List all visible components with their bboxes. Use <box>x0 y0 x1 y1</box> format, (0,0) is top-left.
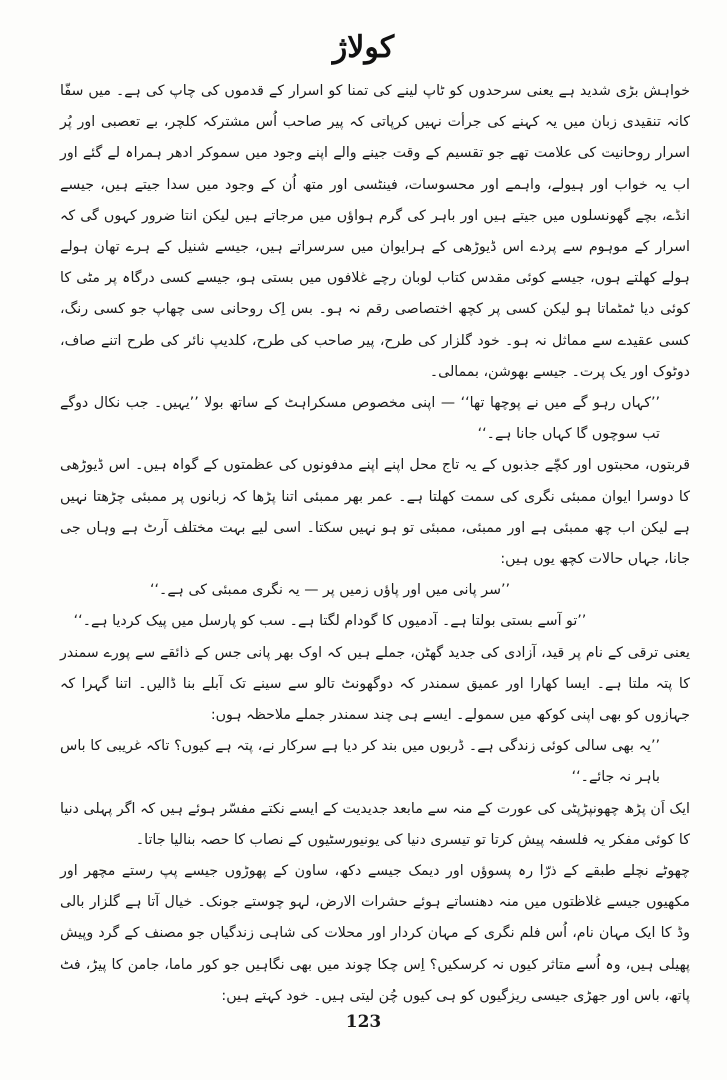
paragraph: ایک اَن پڑھ چھونپڑپٹی کی عورت کے منہ سے مابعد جدیدیت کے ایسے نکتے مفسّر ہوئے ہیں کہ اگر پہلی دنیا کا کوئی مفکر یہ فلسفہ پیش کرتا تو تیسری دنیا کی یونیورسٹیوں کے نصاب کا حصہ بنالیا جاتا۔ <box>60 800 690 848</box>
quote-line: ’’سر پانی میں اور پاؤں زمیں پر — یہ نگری ممبئی کی ہے۔‘‘ <box>150 582 510 599</box>
body-text <box>60 76 690 1012</box>
page-number: 123 <box>345 1012 382 1032</box>
quote-paragraph: ’’یہ بھی سالی کوئی زندگی ہے۔ ڈربوں میں بند کر دیا ہے سرکار نے، پتہ ہے کیوں؟ تاکہ غریبی کا باس باہر نہ جائے۔‘‘ <box>60 738 660 786</box>
paragraph: قربتوں، محبتوں اور کچّے جذبوں کے یہ تاج محل اپنے اپنے مدفونوں کی عظمتوں کے گواہ ہیں۔ اس ڈیوڑھی کا دوسرا ایوان ممبئی نگری کی سمت کھلتا ہے۔ عمر بھر ممبئی اتنا پڑھا کہ زبانوں پر ممبئی چڑھتا نہیں ہے لیکن اب چھ ممبئی ہے اور ممبئی، ممبئی تو ہو نہیں سکتا۔ اسی لیے بہت مختلف آرٹ ہے وہاں جی جانا، جہاں حالات کچھ یوں ہیں: <box>60 457 690 568</box>
paragraph: یعنی ترقی کے نام پر قید، آزادی کی جدید گھٹن، جملے ہیں کہ اوک بھر پانی جس کے ذائقے سے پورے سمندر کا پتہ ملتا ہے۔ ایسا کھارا اور عمیق سمندر کہ دوگھونٹ تالو سے سینے تک آبلے بنا ڈالیں۔ اتنا گہرا کہ جہازوں کو بھی اپنی کوکھ میں سمولے۔ ایسے ہی چند سمندر جملے ملاحظہ ہوں: <box>60 644 690 724</box>
paragraph: چھوٹے نچلے طبقے کے ذرّا رہ پسوؤں اور دیمک جیسے دکھ، ساون کے پھوڑوں جیسے پپ رستے مچھر اور مکھیوں جیسے غلاظتوں میں منہ دھنساتے ہوئے حشرات الارض، لہو چوستے جونک۔ خیال آتا ہے گلزار بالی وڈ کا ایک مہان نام، اُس فلم نگری کے مہان کردار اور محلات کی شاہی زندگیاں جو مصنف کے گرد وپیش پھیلی ہیں، وہ اُسے متاثر کیوں نہ کرسکیں؟ اِس چکا چوند میں بھی نگاہیں جو کور ماما، جامن کا پیڑ، فٹ پاتھ، باس اور جھڑی جیسی ریزگیوں کو ہی کیوں چُن لیتی ہیں۔ خود کہتے ہیں: <box>60 863 690 1004</box>
quote-line: ’’تو آسے بستی بولتا ہے۔ آدمیوں کا گودام لگتا ہے۔ سب کو پارسل میں پیک کردیا ہے۔‘‘ <box>73 613 587 630</box>
paragraph: خواہش بڑی شدید ہے یعنی سرحدوں کو ٹاپ لینے کی تمنا کو اسرار کے قدموں کی چاپ کی ہے۔ میں سفّا کانہ تنقیدی زبان میں یہ کہنے کی جرأت نہیں کرپاتی کہ پیر صاحب اُس مشترکہ کلچر، بے تعصبی اور پُر اسرار روحانیت کی علامت تھے جو تقسیم کے وقت جینے والے اپنے وجود میں سموکر ادھر ہمراہ لے گئے اور اب یہ خواب اور ہیولے، واہمے اور محسوسات، فینٹسی اور متھ اُن کے وجود میں سدا جیتے ہیں، جیسے انڈے، بچے گھونسلوں میں جیتے ہیں اور باہر کی گرم ہواؤں میں مرجاتے ہیں لیکن انتا ضرور کہوں گی کہ اسرار کے موہوم سے پردے اس ڈیوڑھی کے ہرایوان میں سرسراتے ہیں، جیسے شنیل کے ہرے تھان ہولے ہولے کھلتے ہوں، جیسے کوئی مقدس کتاب لوبان رچے غلافوں میں بستی ہو، جیسے کسی درگاہ پر مٹی کا کوئی دیا ٹمٹماتا ہو لیکن کسی پر کچھ اختصاصی رقم نہ ہو۔ بس اِک روحانی سی چھاپ جو کسی رنگ، کسی عقیدے سے مماثل نہ ہو۔ خود گلزار کی طرح، پیر صاحب کی طرح، کلدیپ نائر کی طرح اتنے صاف، دوٹوک اور یک پرت۔ جیسے بھوشن، بممالی۔ <box>60 83 690 380</box>
quote-paragraph: ’’کہاں رہو گے میں نے پوچھا تھا‘‘ — اپنی مخصوص مسکراہٹ کے ساتھ بولا ’’یہیں۔ جب نکال دوگے تب سوچوں گا کہاں جانا ہے۔‘‘ <box>60 395 660 443</box>
running-header: کولاژ <box>332 30 395 65</box>
